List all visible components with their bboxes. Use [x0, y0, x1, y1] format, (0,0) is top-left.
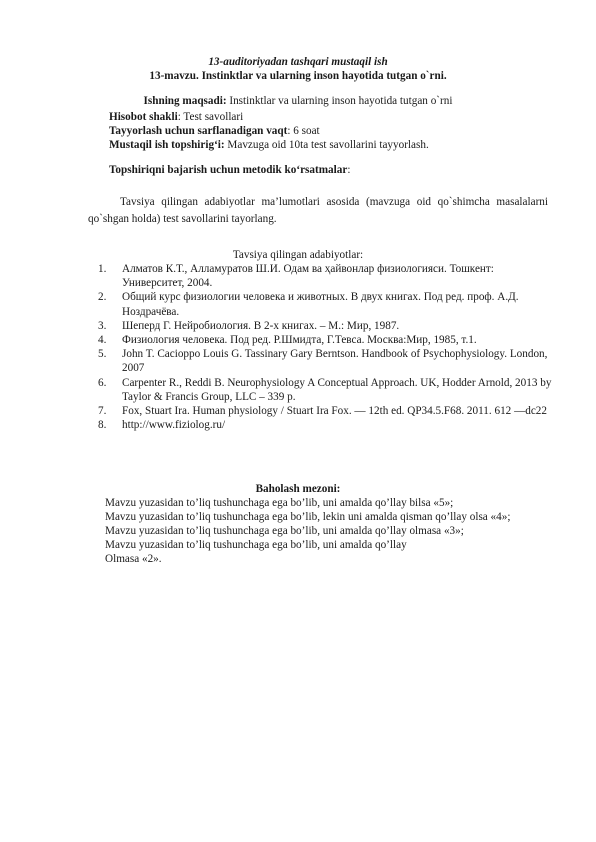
task-value: Mavzuga oid 10ta test savollarini tayyorlash.: [224, 139, 429, 151]
reference-item: [98, 404, 558, 418]
reference-number: 8.: [98, 419, 107, 432]
prep-time-line: [109, 124, 320, 138]
method-heading: [109, 163, 350, 177]
reference-link: http://www.fiziolog.ru/: [122, 419, 226, 432]
reference-item: [98, 333, 558, 347]
reference-number: 3.: [98, 319, 107, 332]
method-colon: :: [347, 164, 351, 176]
report-form-label: Hisobot shakli: [109, 111, 178, 123]
instruction-paragraph: Tavsiya qilingan adabiyotlar ma’lumotlari asosida (mavzuga oid qo`shimcha masalalarni qo`shgan holda) test savollarini tayorlang.: [88, 196, 548, 225]
prep-time-value: : 6 soat: [287, 125, 320, 137]
reference-item: [98, 290, 558, 318]
purpose-line: [0, 94, 596, 108]
evaluation-line: Olmasa «2».: [105, 553, 162, 565]
reference-item: [98, 262, 558, 290]
document-title: 13-mavzu. Instinktlar va ularning inson hayotida tutgan o`rni.: [149, 70, 447, 82]
reference-number: 4.: [98, 334, 107, 347]
reference-item: [98, 418, 558, 432]
reference-text: Шеперд Г. Нейробиология. В 2-х книгах. – М.: Мир, 1987.: [122, 319, 400, 332]
evaluation-line: Mavzu yuzasidan to’liq tushunchaga ega bo’lib, uni amalda qo’llay olmasa «3»;: [105, 525, 464, 537]
reference-number: 2.: [98, 291, 107, 304]
purpose-label: Ishning maqsadi:: [143, 95, 227, 107]
reference-text: John T. Cacioppo Louis G. Tassinary Gary Berntson. Handbook of Psychophysiology. London, 2007: [122, 348, 548, 375]
reference-number: 5.: [98, 348, 107, 361]
reference-number: 7.: [98, 405, 107, 418]
references-list: [98, 262, 558, 432]
evaluation-line: Mavzu yuzasidan to’liq tushunchaga ega bo’lib, uni amalda qo’llay: [105, 539, 407, 551]
reference-item: [98, 347, 558, 375]
evaluation-line: Mavzu yuzasidan to’liq tushunchaga ega bo’lib, lekin uni amalda qisman qo’llay olsa «4»;: [105, 511, 511, 523]
purpose-text: Instinktlar va ularning inson hayotida tutgan o`rni: [226, 95, 453, 107]
task-line: [109, 138, 429, 152]
reference-text: Общий курс физиологии человека и животных. В двух книгах. Под ред. проф. А.Д. Ноздрачёва.: [122, 291, 519, 318]
report-form-value: : Test savollari: [177, 111, 244, 123]
evaluation-title: Baholash mezoni:: [255, 483, 341, 495]
reference-item: [98, 319, 558, 333]
method-label: Topshiriqni bajarish uchun metodik ko‘rsatmalar: [109, 164, 348, 176]
task-label: Mustaqil ish topshirig‘i:: [109, 139, 225, 151]
references-title: Tavsiya qilingan adabiyotlar:: [232, 249, 364, 261]
evaluation-line: Mavzu yuzasidan to’liq tushunchaga ega bo’lib, uni amalda qo’llay bilsa «5»;: [105, 497, 454, 509]
document-subtitle: 13-auditoriyadan tashqari mustaqil ish: [208, 56, 388, 68]
reference-text: Fox, Stuart Ira. Human physiology / Stuart Ira Fox. — 12th ed. QP34.5.F68. 2011. 612 —dc22: [122, 405, 547, 418]
reference-text: Алматов К.Т., Алламуратов Ш.И. Одам ва ҳайвонлар физиологияси. Тошкент: Университет, 2004.: [122, 263, 494, 290]
reference-text: Физиология человека. Под ред. Р.Шмидта, Г.Тевса. Москва:Мир, 1985, т.1.: [122, 334, 477, 347]
reference-number: 1.: [98, 263, 107, 275]
reference-number: 6.: [98, 376, 107, 389]
report-form-line: [109, 110, 243, 124]
prep-time-label: Tayyorlash uchun sarflanadigan vaqt: [109, 125, 288, 137]
reference-item: [98, 376, 558, 404]
reference-text: Carpenter R., Reddi B. Neurophysiology A Conceptual Approach. UK, Hodder Arnold, 2013 by Taylor & Francis Group, LLC – 339 p.: [122, 376, 552, 403]
